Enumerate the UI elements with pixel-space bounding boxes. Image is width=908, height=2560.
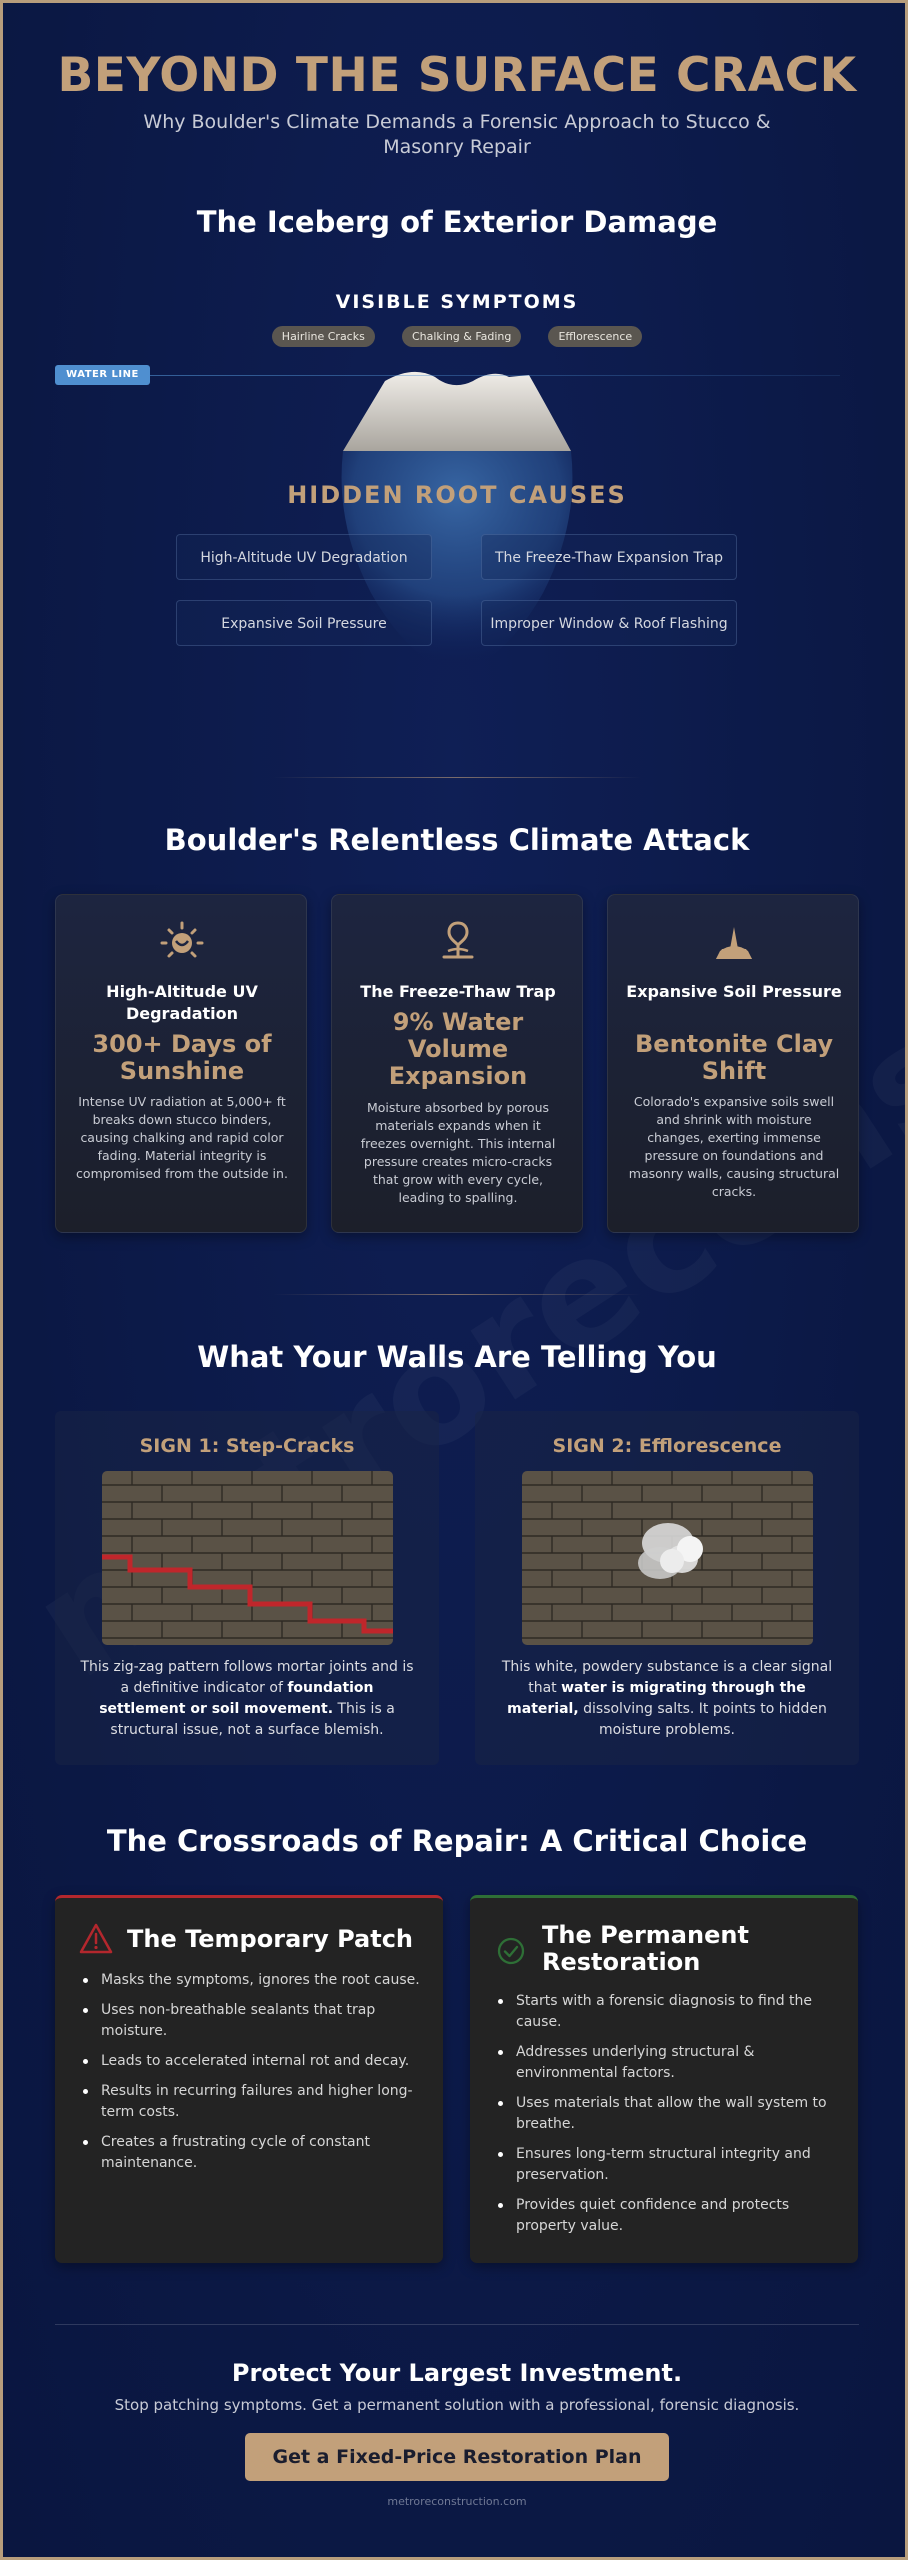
restoration-plan-button[interactable]: Get a Fixed-Price Restoration Plan [245,2433,669,2481]
card-heading: Expansive Soil Pressure [626,982,842,1001]
sign-title: SIGN 2: Efflorescence [552,1435,782,1457]
footer-url[interactable]: metroreconstruction.com [387,2495,527,2508]
freeze-thaw-icon [436,919,480,963]
climate-section-title: Boulder's Relentless Climate Attack [164,823,750,857]
signs-section-title: What Your Walls Are Telling You [197,1340,717,1374]
temporary-patch-list [81,1970,421,2183]
warning-triangle-icon [79,1922,113,1956]
climate-card-freeze [331,894,583,1233]
sun-icon [160,919,204,963]
page-subtitle: Why Boulder's Climate Demands a Forensic Approach to Stucco & Masonry Repair [143,111,771,158]
section-divider [273,777,641,778]
card-heading: The Freeze-Thaw Trap [360,982,556,1001]
card-text: Moisture absorbed by porous materials expands when it freezes overnight. This internal pressure creates micro-cracks that grow with every cycle, leading to spalling. [360,1100,556,1205]
card-text: Intense UV radiation at 5,000+ ft breaks down stucco binders, causing chalking and rapid color fading. Material integrity is compromised from the outside in. [76,1094,288,1181]
symptom-pill: Efflorescence [548,326,642,347]
symptom-pills [3,325,908,347]
soil-mound-icon [712,919,756,963]
water-line-tag: WATER LINE [55,365,150,385]
crossroads-section-title: The Crossroads of Repair: A Critical Choice [106,1824,808,1858]
iceberg-tip [343,372,571,451]
list-item: Results in recurring failures and higher long-term costs. [81,2081,421,2123]
cta-subtitle: Stop patching symptoms. Get a permanent solution with a professional, forensic diagnosis. [114,2396,800,2414]
water-line [150,375,840,376]
iceberg-section-title: The Iceberg of Exterior Damage [196,205,718,239]
card-stat: 9% Water Volume Expansion [388,1008,528,1090]
root-cause-box: High-Altitude UV Degradation [176,534,432,580]
brick-wall-efflorescence-illustration [522,1471,813,1645]
list-item: Uses materials that allow the wall system to breathe. [496,2093,836,2135]
visible-symptoms-label: VISIBLE SYMPTOMS [335,291,579,313]
sign-description: This zig-zag pattern follows mortar joints and is a definitive indicator of foundation settlement or soil movement. This is a structural issue, not a surface blemish. [80,1659,414,1738]
cta-title: Protect Your Largest Investment. [231,2359,683,2387]
sign-title: SIGN 1: Step-Cracks [139,1435,355,1457]
page-title: BEYOND THE SURFACE CRACK [57,48,857,103]
list-item: Addresses underlying structural & environmental factors. [496,2042,836,2084]
list-item: Provides quiet confidence and protects property value. [496,2195,836,2237]
temporary-patch-card [55,1895,443,2263]
list-item: Uses non-breathable sealants that trap moisture. [81,2000,421,2042]
list-item: Ensures long-term structural integrity and preservation. [496,2144,836,2186]
brick-wall-step-crack-illustration [102,1471,393,1645]
section-divider [273,1294,641,1295]
choice-title: The Temporary Patch [127,1925,414,1953]
root-cause-box: Improper Window & Roof Flashing [481,600,737,646]
card-stat: 300+ Days of Sunshine [92,1030,272,1085]
symptom-pill: Chalking & Fading [402,326,521,347]
list-item: Starts with a forensic diagnosis to find the cause. [496,1991,836,2033]
root-cause-box: The Freeze-Thaw Expansion Trap [481,534,737,580]
list-item: Leads to accelerated internal rot and decay. [81,2051,421,2072]
root-cause-box: Expansive Soil Pressure [176,600,432,646]
card-heading: High-Altitude UV Degradation [106,982,258,1023]
cta-divider [55,2324,859,2325]
sign-card-efflorescence [475,1411,859,1765]
check-circle-icon [494,1934,528,1968]
list-item: Masks the symptoms, ignores the root cause. [81,1970,421,1991]
card-stat: Bentonite Clay Shift [635,1030,833,1085]
card-text: Colorado's expansive soils swell and shrink with moisture changes, exerting immense pressure on foundations and masonry walls, causing structural cracks. [628,1094,840,1199]
sign-card-step-cracks [55,1411,439,1765]
climate-card-soil [607,894,859,1233]
hidden-causes-label: HIDDEN ROOT CAUSES [287,481,627,509]
sign-description: This white, powdery substance is a clear signal that water is migrating through the material, dissolving salts. It points to hidden moisture problems. [501,1659,833,1738]
symptom-pill: Hairline Cracks [272,326,375,347]
permanent-restoration-list [496,1991,836,2246]
climate-card-uv [55,894,307,1233]
choice-title: The Permanent Restoration [542,1921,749,1976]
permanent-restoration-card [470,1895,858,2263]
list-item: Creates a frustrating cycle of constant maintenance. [81,2132,421,2174]
